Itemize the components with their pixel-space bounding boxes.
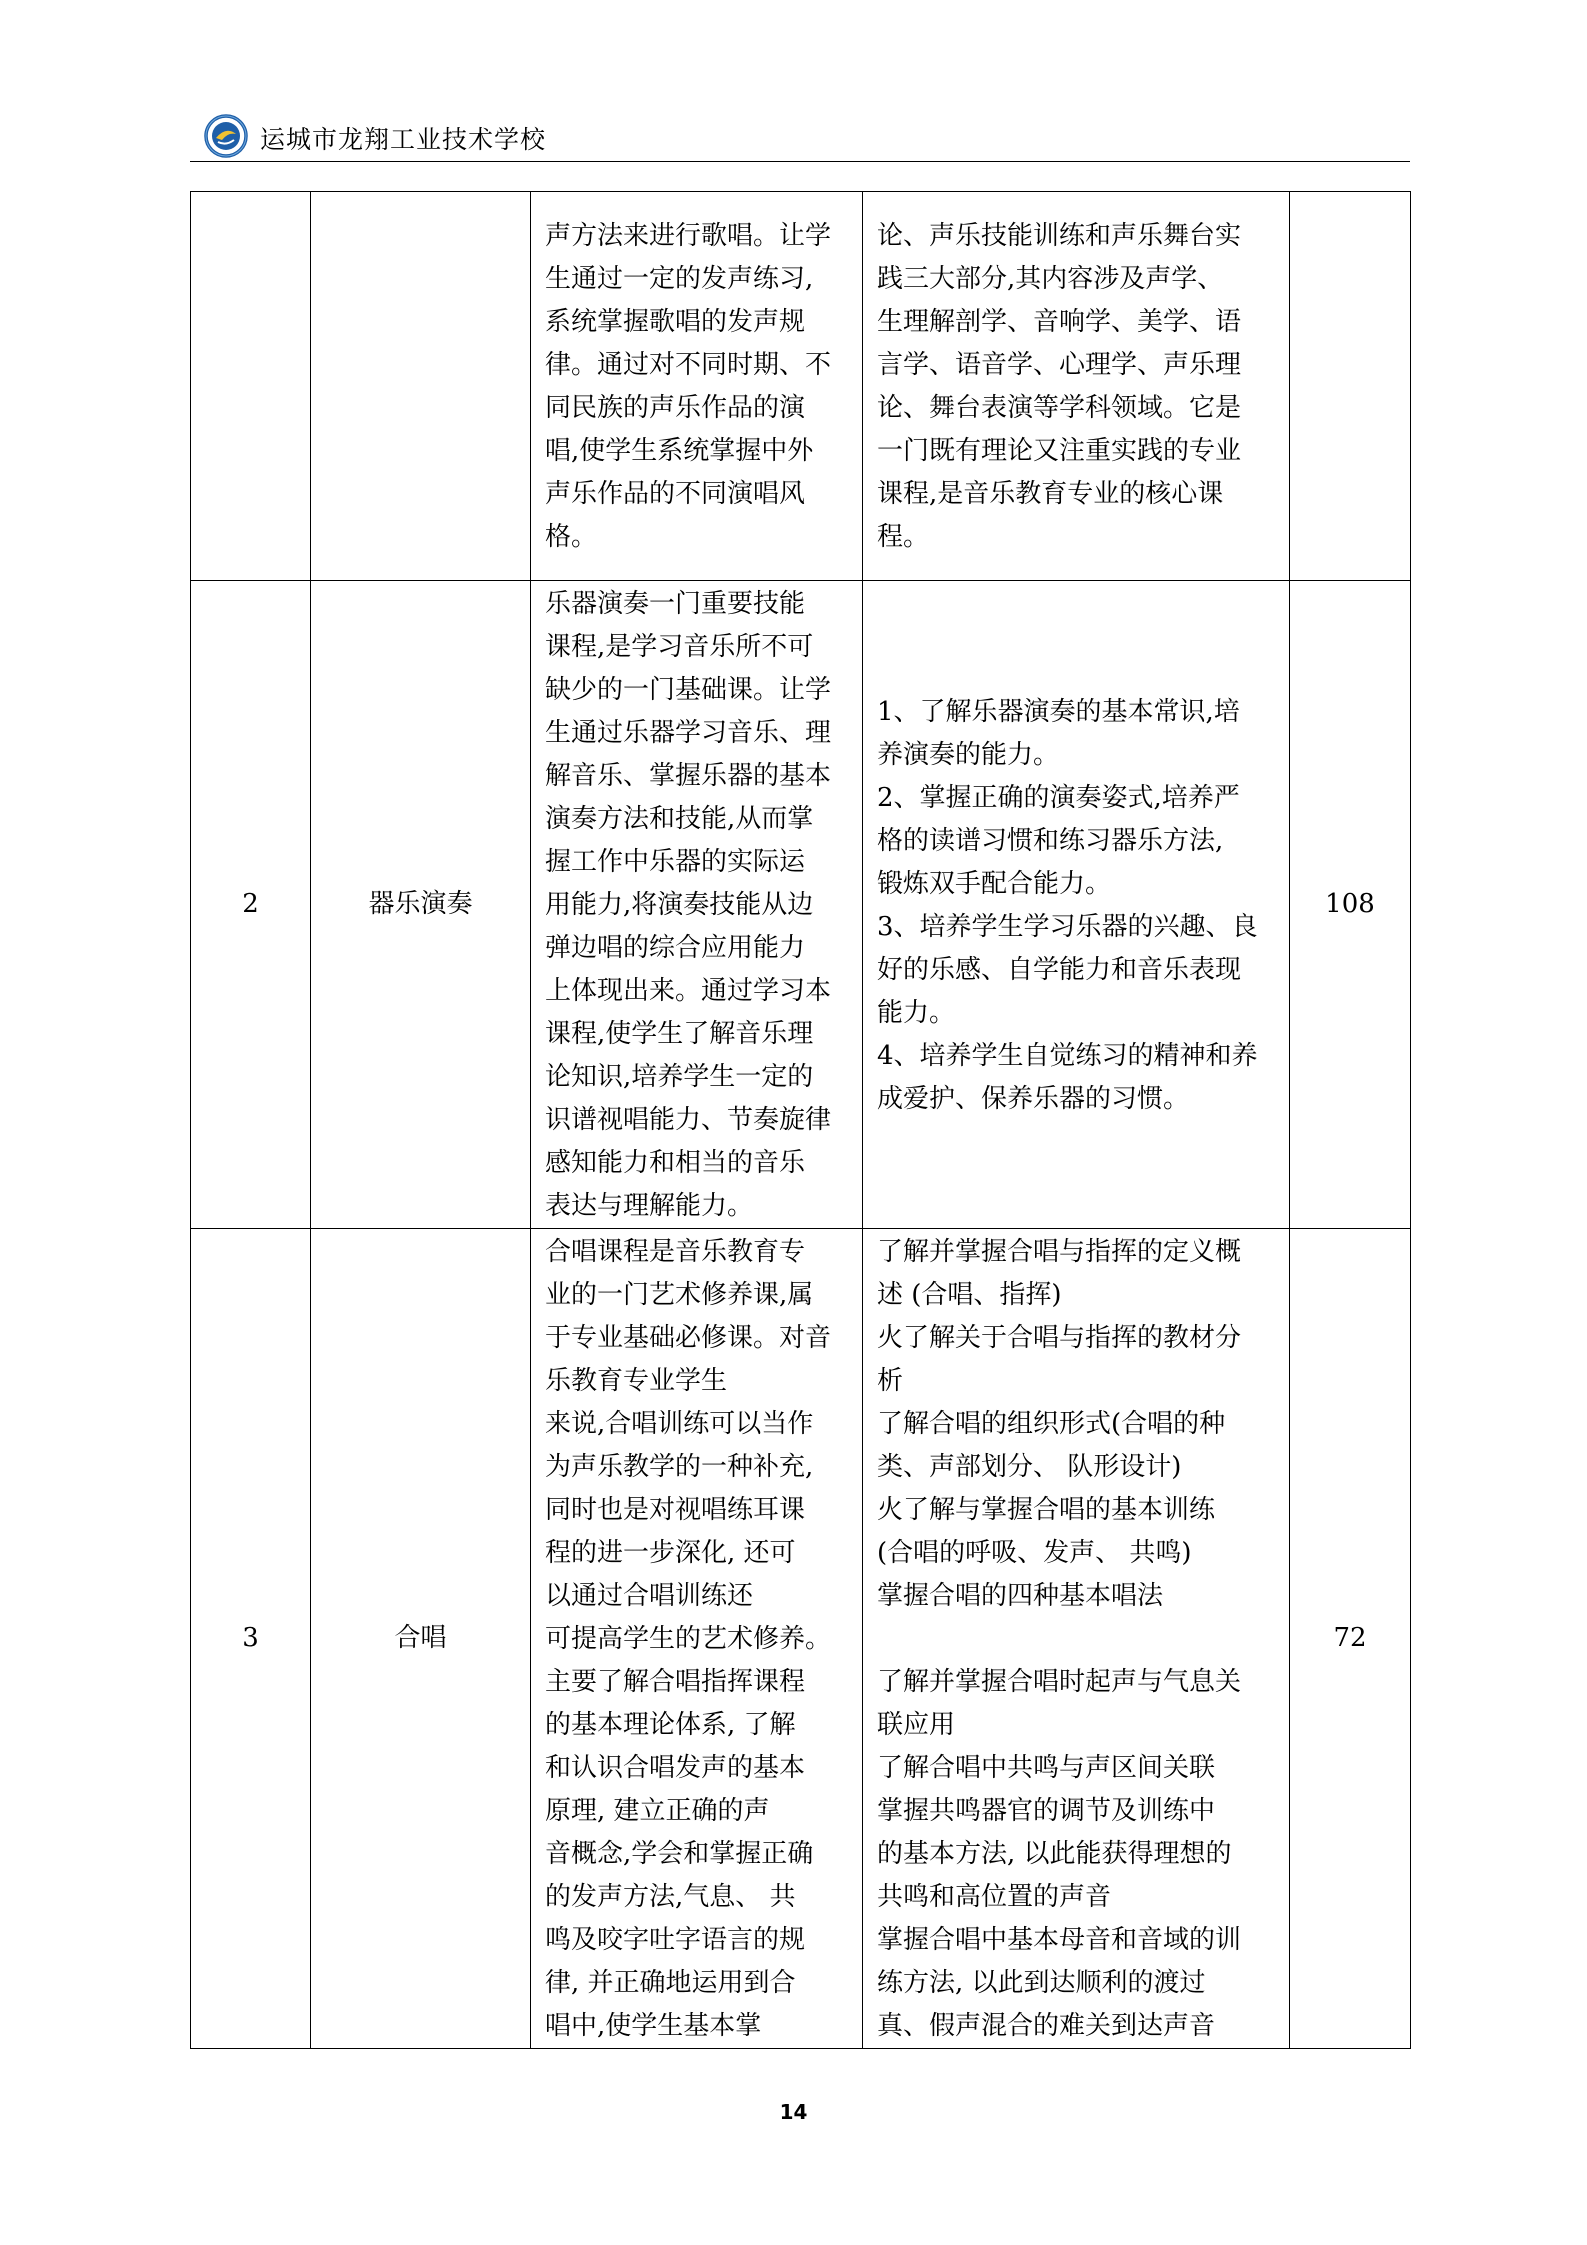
page-header bbox=[190, 108, 1410, 164]
course-target-text: 了解并掌握合唱与指挥的定义概 述 (合唱、指挥) 火了解关于合唱与指挥的教材分 析 了解合唱的组织形式(合唱的种 类、声部划分、 队形设计) 火了解与掌握合唱的基本训练 (合唱的呼吸、发声、 共鸣) 掌握合唱的四种基本唱法 了解并掌握合唱时起声与气息关 联应用 了解合唱中共鸣与声区间关联 掌握共鸣器官的调节及训练中 的基本方法, 以此能获得理想的 共鸣和高位置的声音 掌握合唱中基本母音和音域的训 练方法, 以此到达顺利的渡过 真、假声混合的难关到达声音 bbox=[877, 1237, 1242, 2041]
course-intro-text: 合唱课程是音乐教育专 业的一门艺术修养课,属 于专业基础必修课。对音 乐教育专业学生 来说,合唱训练可以当作 为声乐教学的一种补充, 同时也是对视唱练耳课 程的进一步深化, 还可 以通过合唱训练还 可提高学生的艺术修养。 主要了解合唱指挥课程 的基本理论体系, 了解 和认识合唱发声的基本 原理, 建立正确的声 音概念,学会和掌握正确 的发声方法,气息、 共 鸣及咬字吐字语言的规 律, 并正确地运用到合 唱中,使学生基本掌 bbox=[545, 1237, 832, 2041]
course-target-text: 1、了解乐器演奏的基本常识,培 养演奏的能力。 2、掌握正确的演奏姿式,培养严 格的读谱习惯和练习器乐方法, 锻炼双手配合能力。 3、培养学生学习乐器的兴趣、良 好的乐感、自学能力和音乐表现 能力。 4、培养学生自觉练习的精神和养 成爱护、保养乐器的习惯。 bbox=[877, 696, 1258, 1114]
course-number-cell: 3 bbox=[191, 1229, 311, 2049]
course-table bbox=[190, 191, 1411, 2049]
course-target-cell bbox=[863, 1229, 1290, 2049]
school-name: 运城市龙翔工业技术学校 bbox=[260, 125, 547, 154]
school-emblem-icon bbox=[204, 114, 248, 158]
course-target-text: 论、声乐技能训练和声乐舞台实 践三大部分,其内容涉及声学、 生理解剖学、音响学、美学、语 言学、语音学、心理学、声乐理 论、舞台表演等学科领域。它是 一门既有理论又注重实践的专业 课程,是音乐教育专业的核心课 程。 bbox=[877, 221, 1242, 552]
course-number-cell: 2 bbox=[191, 581, 311, 1229]
course-intro-cell bbox=[531, 581, 863, 1229]
course-target-cell bbox=[863, 581, 1290, 1229]
table-row bbox=[191, 1229, 1411, 2049]
course-intro-text: 声方法来进行歌唱。让学 生通过一定的发声练习, 系统掌握歌唱的发声规 律。通过对不同时期、不 同民族的声乐作品的演 唱,使学生系统掌握中外 声乐作品的不同演唱风 格。 bbox=[545, 221, 832, 552]
course-intro-cell bbox=[531, 1229, 863, 2049]
table-row bbox=[191, 581, 1411, 1229]
course-name-cell bbox=[311, 192, 531, 581]
course-hours-cell: 108 bbox=[1290, 581, 1411, 1229]
table-row bbox=[191, 192, 1411, 581]
course-name-cell: 器乐演奏 bbox=[311, 581, 531, 1229]
course-intro-text: 乐器演奏一门重要技能 课程,是学习音乐所不可 缺少的一门基础课。让学 生通过乐器学习音乐、理 解音乐、掌握乐器的基本 演奏方法和技能,从而掌 握工作中乐器的实际运 用能力,将演奏技能从边 弹边唱的综合应用能力 上体现出来。通过学习本 课程,使学生了解音乐理 论知识,培养学生一定的 识谱视唱能力、节奏旋律 感知能力和相当的音乐 表达与理解能力。 bbox=[545, 589, 832, 1221]
header-divider bbox=[190, 161, 1410, 162]
page-number: 14 bbox=[779, 2100, 808, 2124]
course-name-cell: 合唱 bbox=[311, 1229, 531, 2049]
course-number-cell bbox=[191, 192, 311, 581]
course-hours-cell: 72 bbox=[1290, 1229, 1411, 2049]
course-target-cell bbox=[863, 192, 1290, 581]
course-intro-cell bbox=[531, 192, 863, 581]
course-hours-cell bbox=[1290, 192, 1411, 581]
